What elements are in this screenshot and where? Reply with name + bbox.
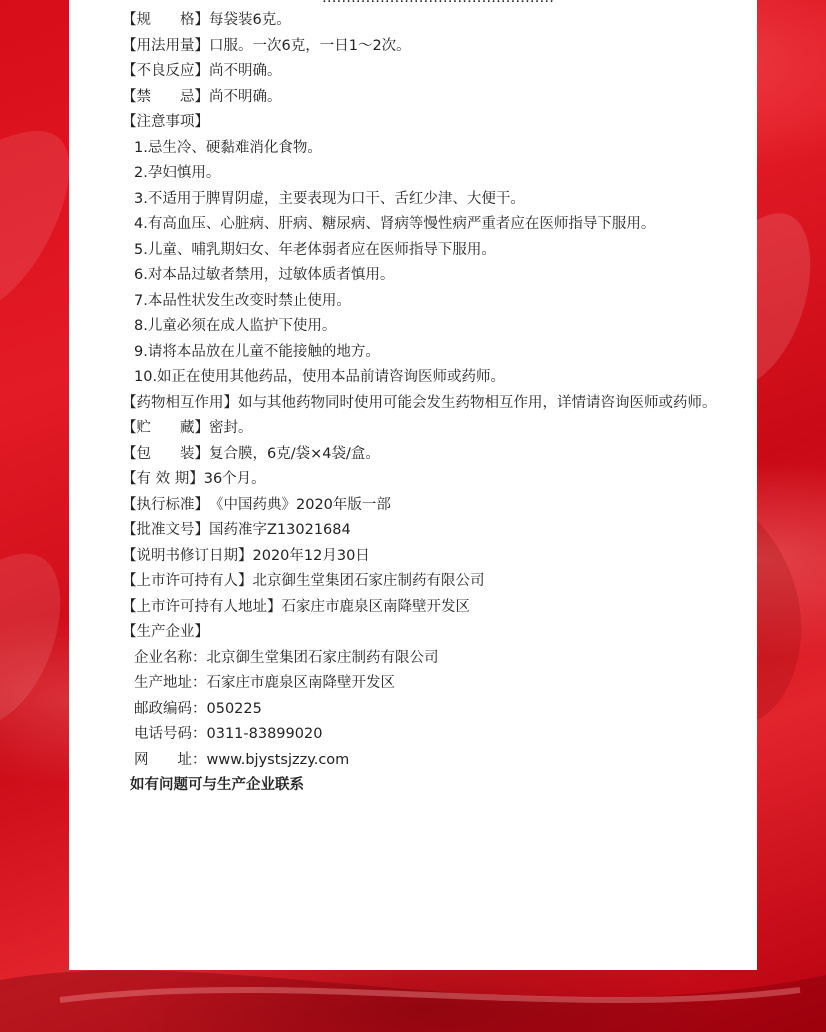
- contra-row: [122, 85, 734, 111]
- precaution-item: 8.儿童必须在成人监护下使用。: [134, 318, 337, 334]
- holder-row: [122, 569, 734, 595]
- contact-note: 如有问题可与生产企业联系: [130, 777, 304, 793]
- precaution-item: 4.有高血压、心脏病、肝病、糖尿病、肾病等慢性病严重者应在医师指导下服用。: [134, 216, 656, 232]
- cut-off-top-line: [322, 0, 554, 12]
- revision-row: [122, 544, 734, 570]
- manufacturer-postcode: 邮政编码：050225: [134, 700, 262, 717]
- approval-value: 国药准字Z13021684: [209, 522, 351, 538]
- manufacturer-name: 企业名称：北京御生堂集团石家庄制药有限公司: [134, 649, 439, 666]
- precaution-item: 3.不适用于脾胃阴虚，主要表现为口干、舌红少津、大便干。: [134, 190, 525, 207]
- spec-value: 每袋装6克。: [209, 12, 291, 28]
- revision-key: 【说明书修订日期】: [122, 547, 253, 564]
- validity-value: 36个月。: [203, 471, 266, 487]
- manufacturer-phone: 电话号码：0311-83899020: [134, 726, 323, 742]
- precaution-item: 9.请将本品放在儿童不能接触的地方。: [134, 343, 380, 360]
- spec-key: 【规 格】: [122, 12, 209, 28]
- precaution-item: 5.儿童、哺乳期妇女、年老体弱者应在医师指导下服用。: [134, 241, 496, 258]
- approval-key: 【批准文号】: [122, 522, 209, 538]
- standard-key: 【执行标准】: [122, 496, 209, 513]
- package-key: 【包 装】: [122, 445, 209, 462]
- validity-key: 【有 效 期】: [122, 471, 204, 487]
- precaution-item: 10.如正在使用其他药品，使用本品前请咨询医师或药师。: [134, 369, 506, 385]
- precaution-item: 7.本品性状发生改变时禁止使用。: [134, 292, 351, 309]
- adverse-key: 【不良反应】: [122, 63, 209, 79]
- package-value: 复合膜，6克/袋×4袋/盒。: [209, 445, 380, 462]
- holder-address-key: 【上市许可持有人地址】: [122, 598, 282, 615]
- adverse-value: 尚不明确。: [209, 63, 282, 79]
- approval-row: [122, 518, 734, 544]
- manufacturer-address: 生产地址：石家庄市鹿泉区南降壁开发区: [134, 675, 395, 691]
- manufacturer-website: 网 址：www.bjystsjzzy.com: [134, 751, 350, 768]
- adverse-row: [122, 59, 734, 85]
- revision-value: 2020年12月30日: [252, 547, 370, 564]
- interaction-row: [122, 391, 734, 417]
- precaution-item: 1.忌生冷、硬黏难消化食物。: [134, 139, 322, 156]
- precaution-item: 6.对本品过敏者禁用，过敏体质者慎用。: [134, 267, 395, 283]
- holder-address-value: 石家庄市鹿泉区南降壁开发区: [281, 598, 470, 615]
- interaction-key: 【药物相互作用】: [122, 394, 238, 411]
- holder-value: 北京御生堂集团石家庄制药有限公司: [252, 573, 485, 589]
- precaution-item: 2.孕妇慎用。: [134, 165, 221, 181]
- standard-value: 《中国药典》2020年版一部: [209, 496, 391, 513]
- contra-key: 【禁 忌】: [122, 88, 209, 105]
- manufacturer-heading: 【生产企业】: [122, 624, 209, 640]
- storage-row: [122, 416, 734, 442]
- usage-key: 【用法用量】: [122, 37, 209, 54]
- usage-value: 口服。一次6克，一日1～2次。: [209, 37, 411, 54]
- contra-value: 尚不明确。: [209, 88, 282, 105]
- holder-key: 【上市许可持有人】: [122, 573, 253, 589]
- package-row: [122, 442, 734, 468]
- storage-value: 密封。: [209, 420, 253, 436]
- holder-address-row: [122, 595, 734, 621]
- precautions-heading: 【注意事项】: [122, 114, 209, 130]
- standard-row: [122, 493, 734, 519]
- spec-row: [122, 8, 734, 34]
- validity-row: [122, 467, 734, 493]
- usage-row: [122, 34, 734, 60]
- storage-key: 【贮 藏】: [122, 420, 209, 436]
- leaflet-content: [122, 8, 734, 799]
- interaction-value: 如与其他药物同时使用可能会发生药物相互作用，详情请咨询医师或药师。: [238, 394, 717, 411]
